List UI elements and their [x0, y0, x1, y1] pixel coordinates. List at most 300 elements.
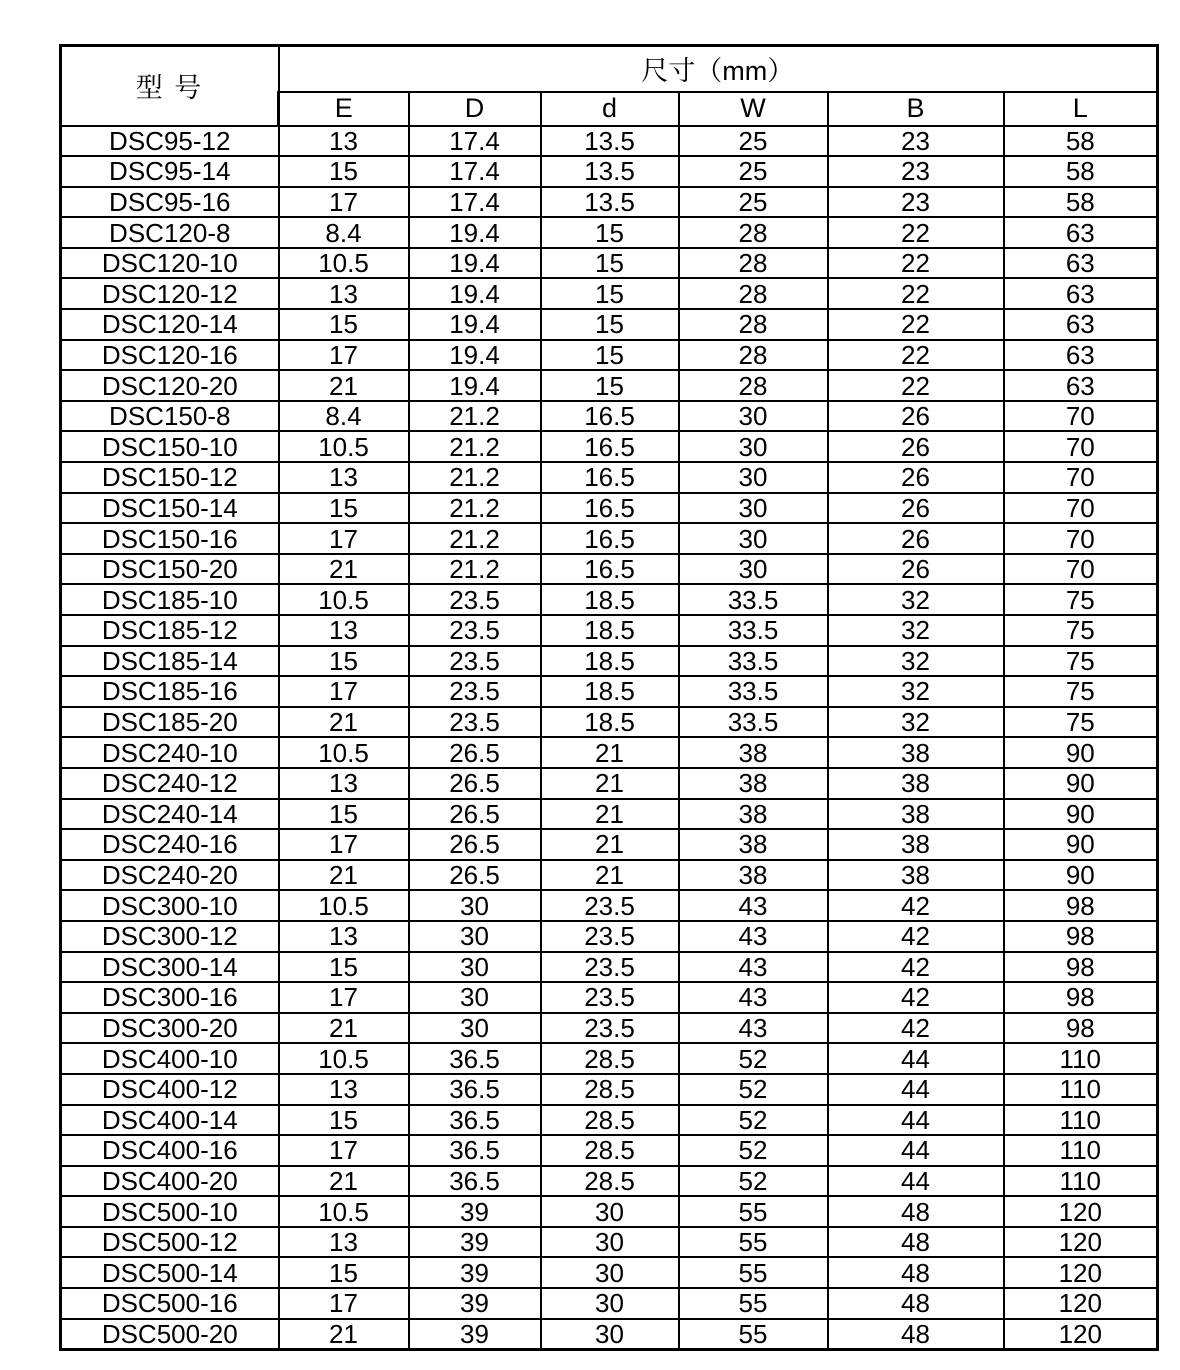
table-row	[61, 278, 1158, 309]
model-cell: DSC150-14	[61, 493, 279, 524]
value-cell: 22	[828, 217, 1004, 248]
value-cell: 15	[541, 370, 679, 401]
table-row	[61, 554, 1158, 585]
table-row	[61, 340, 1158, 371]
value-cell: 52	[679, 1105, 828, 1136]
model-cell: DSC500-10	[61, 1196, 279, 1227]
table-row	[61, 982, 1158, 1013]
model-cell: DSC400-14	[61, 1105, 279, 1136]
value-cell: 38	[828, 860, 1004, 891]
value-cell: 42	[828, 890, 1004, 921]
value-cell: 21	[541, 768, 679, 799]
value-cell: 33.5	[679, 676, 828, 707]
value-cell: 120	[1004, 1288, 1158, 1319]
value-cell: 19.4	[409, 370, 541, 401]
model-cell: DSC400-16	[61, 1135, 279, 1166]
column-header-B: B	[828, 92, 1004, 126]
value-cell: 21.2	[409, 554, 541, 585]
value-cell: 28	[679, 217, 828, 248]
table-row	[61, 493, 1158, 524]
value-cell: 23.5	[541, 952, 679, 983]
value-cell: 17	[279, 829, 409, 860]
value-cell: 33.5	[679, 707, 828, 738]
value-cell: 15	[541, 248, 679, 279]
table-row	[61, 126, 1158, 157]
value-cell: 16.5	[541, 493, 679, 524]
table-row	[61, 921, 1158, 952]
column-header-d: d	[541, 92, 679, 126]
table-row	[61, 737, 1158, 768]
value-cell: 110	[1004, 1043, 1158, 1074]
value-cell: 44	[828, 1135, 1004, 1166]
value-cell: 28.5	[541, 1105, 679, 1136]
model-cell: DSC120-16	[61, 340, 279, 371]
value-cell: 75	[1004, 707, 1158, 738]
value-cell: 58	[1004, 187, 1158, 218]
value-cell: 15	[279, 156, 409, 187]
table-row	[61, 1135, 1158, 1166]
value-cell: 23.5	[541, 921, 679, 952]
value-cell: 23	[828, 187, 1004, 218]
value-cell: 17	[279, 982, 409, 1013]
value-cell: 90	[1004, 860, 1158, 891]
value-cell: 110	[1004, 1074, 1158, 1105]
value-cell: 28.5	[541, 1135, 679, 1166]
value-cell: 38	[828, 737, 1004, 768]
value-cell: 39	[409, 1227, 541, 1258]
value-cell: 10.5	[279, 248, 409, 279]
value-cell: 39	[409, 1196, 541, 1227]
value-cell: 26	[828, 554, 1004, 585]
value-cell: 52	[679, 1166, 828, 1197]
model-cell: DSC185-16	[61, 676, 279, 707]
value-cell: 39	[409, 1257, 541, 1288]
model-cell: DSC400-20	[61, 1166, 279, 1197]
value-cell: 63	[1004, 278, 1158, 309]
value-cell: 25	[679, 156, 828, 187]
value-cell: 26	[828, 493, 1004, 524]
value-cell: 21	[279, 370, 409, 401]
value-cell: 30	[541, 1196, 679, 1227]
value-cell: 110	[1004, 1105, 1158, 1136]
model-column-header: 型 号	[61, 46, 279, 126]
value-cell: 32	[828, 646, 1004, 677]
value-cell: 17.4	[409, 156, 541, 187]
table-row	[61, 1166, 1158, 1197]
value-cell: 26	[828, 431, 1004, 462]
value-cell: 15	[279, 952, 409, 983]
value-cell: 30	[541, 1319, 679, 1350]
value-cell: 98	[1004, 952, 1158, 983]
value-cell: 26.5	[409, 768, 541, 799]
table-row	[61, 1105, 1158, 1136]
value-cell: 42	[828, 952, 1004, 983]
value-cell: 43	[679, 952, 828, 983]
value-cell: 23.5	[541, 1013, 679, 1044]
value-cell: 38	[679, 860, 828, 891]
value-cell: 17	[279, 676, 409, 707]
table-body	[61, 126, 1158, 1350]
table-row	[61, 431, 1158, 462]
value-cell: 21.2	[409, 462, 541, 493]
table-row	[61, 1257, 1158, 1288]
value-cell: 90	[1004, 737, 1158, 768]
value-cell: 30	[409, 952, 541, 983]
model-cell: DSC120-20	[61, 370, 279, 401]
value-cell: 63	[1004, 340, 1158, 371]
value-cell: 15	[279, 493, 409, 524]
column-header-W: W	[679, 92, 828, 126]
value-cell: 10.5	[279, 431, 409, 462]
value-cell: 17	[279, 187, 409, 218]
model-cell: DSC95-14	[61, 156, 279, 187]
value-cell: 18.5	[541, 584, 679, 615]
value-cell: 13.5	[541, 126, 679, 157]
table-row	[61, 1043, 1158, 1074]
value-cell: 48	[828, 1227, 1004, 1258]
value-cell: 8.4	[279, 217, 409, 248]
value-cell: 110	[1004, 1135, 1158, 1166]
table-row	[61, 768, 1158, 799]
value-cell: 38	[828, 768, 1004, 799]
dimensions-group-header: 尺寸（mm）	[279, 46, 1158, 92]
value-cell: 98	[1004, 890, 1158, 921]
value-cell: 38	[679, 829, 828, 860]
table-row	[61, 217, 1158, 248]
table-row	[61, 1319, 1158, 1350]
value-cell: 120	[1004, 1257, 1158, 1288]
value-cell: 39	[409, 1288, 541, 1319]
model-cell: DSC150-10	[61, 431, 279, 462]
value-cell: 13.5	[541, 156, 679, 187]
value-cell: 18.5	[541, 646, 679, 677]
value-cell: 23.5	[409, 646, 541, 677]
value-cell: 26.5	[409, 799, 541, 830]
value-cell: 30	[679, 493, 828, 524]
model-cell: DSC185-14	[61, 646, 279, 677]
column-header-E: E	[279, 92, 409, 126]
table-row	[61, 523, 1158, 554]
model-cell: DSC240-20	[61, 860, 279, 891]
value-cell: 26	[828, 462, 1004, 493]
value-cell: 75	[1004, 615, 1158, 646]
value-cell: 26.5	[409, 829, 541, 860]
table-row	[61, 707, 1158, 738]
value-cell: 17	[279, 523, 409, 554]
value-cell: 10.5	[279, 584, 409, 615]
model-cell: DSC150-16	[61, 523, 279, 554]
value-cell: 21.2	[409, 493, 541, 524]
model-cell: DSC500-20	[61, 1319, 279, 1350]
value-cell: 16.5	[541, 431, 679, 462]
value-cell: 23.5	[541, 890, 679, 921]
value-cell: 30	[409, 890, 541, 921]
value-cell: 22	[828, 370, 1004, 401]
value-cell: 48	[828, 1288, 1004, 1319]
value-cell: 70	[1004, 523, 1158, 554]
model-cell: DSC500-12	[61, 1227, 279, 1258]
value-cell: 13	[279, 768, 409, 799]
value-cell: 63	[1004, 217, 1158, 248]
value-cell: 32	[828, 584, 1004, 615]
value-cell: 55	[679, 1196, 828, 1227]
value-cell: 48	[828, 1257, 1004, 1288]
value-cell: 30	[541, 1227, 679, 1258]
value-cell: 22	[828, 340, 1004, 371]
value-cell: 26	[828, 523, 1004, 554]
value-cell: 28.5	[541, 1043, 679, 1074]
value-cell: 75	[1004, 646, 1158, 677]
value-cell: 15	[279, 1105, 409, 1136]
model-cell: DSC120-8	[61, 217, 279, 248]
value-cell: 30	[409, 1013, 541, 1044]
value-cell: 13	[279, 126, 409, 157]
value-cell: 21	[279, 860, 409, 891]
value-cell: 30	[409, 921, 541, 952]
value-cell: 13	[279, 278, 409, 309]
table-row	[61, 187, 1158, 218]
value-cell: 16.5	[541, 401, 679, 432]
value-cell: 13	[279, 921, 409, 952]
value-cell: 18.5	[541, 615, 679, 646]
value-cell: 23	[828, 126, 1004, 157]
value-cell: 21	[279, 554, 409, 585]
value-cell: 55	[679, 1227, 828, 1258]
value-cell: 52	[679, 1135, 828, 1166]
model-cell: DSC240-14	[61, 799, 279, 830]
table-row	[61, 1074, 1158, 1105]
value-cell: 90	[1004, 768, 1158, 799]
value-cell: 13	[279, 1227, 409, 1258]
value-cell: 39	[409, 1319, 541, 1350]
value-cell: 25	[679, 187, 828, 218]
model-cell: DSC185-12	[61, 615, 279, 646]
value-cell: 21	[279, 1166, 409, 1197]
value-cell: 22	[828, 248, 1004, 279]
model-cell: DSC240-10	[61, 737, 279, 768]
value-cell: 42	[828, 921, 1004, 952]
value-cell: 55	[679, 1319, 828, 1350]
value-cell: 38	[679, 768, 828, 799]
column-header-L: L	[1004, 92, 1158, 126]
table-row	[61, 860, 1158, 891]
value-cell: 36.5	[409, 1166, 541, 1197]
value-cell: 15	[541, 340, 679, 371]
value-cell: 43	[679, 1013, 828, 1044]
value-cell: 30	[679, 462, 828, 493]
table-row	[61, 1288, 1158, 1319]
value-cell: 21	[279, 1319, 409, 1350]
value-cell: 15	[279, 1257, 409, 1288]
value-cell: 21	[541, 829, 679, 860]
value-cell: 19.4	[409, 278, 541, 309]
value-cell: 25	[679, 126, 828, 157]
value-cell: 10.5	[279, 737, 409, 768]
model-cell: DSC185-20	[61, 707, 279, 738]
value-cell: 15	[279, 646, 409, 677]
model-cell: DSC120-10	[61, 248, 279, 279]
value-cell: 30	[409, 982, 541, 1013]
value-cell: 23.5	[409, 615, 541, 646]
value-cell: 36.5	[409, 1135, 541, 1166]
value-cell: 90	[1004, 829, 1158, 860]
value-cell: 17	[279, 1288, 409, 1319]
value-cell: 18.5	[541, 676, 679, 707]
value-cell: 19.4	[409, 309, 541, 340]
value-cell: 10.5	[279, 890, 409, 921]
model-cell: DSC95-16	[61, 187, 279, 218]
value-cell: 98	[1004, 921, 1158, 952]
model-cell: DSC150-20	[61, 554, 279, 585]
value-cell: 28	[679, 340, 828, 371]
value-cell: 55	[679, 1288, 828, 1319]
value-cell: 70	[1004, 462, 1158, 493]
model-cell: DSC500-16	[61, 1288, 279, 1319]
value-cell: 120	[1004, 1227, 1158, 1258]
value-cell: 30	[679, 431, 828, 462]
value-cell: 21	[279, 1013, 409, 1044]
column-header-D: D	[409, 92, 541, 126]
value-cell: 30	[679, 523, 828, 554]
value-cell: 13.5	[541, 187, 679, 218]
value-cell: 22	[828, 309, 1004, 340]
value-cell: 13	[279, 462, 409, 493]
table-header	[61, 46, 1158, 126]
value-cell: 19.4	[409, 217, 541, 248]
value-cell: 120	[1004, 1319, 1158, 1350]
value-cell: 58	[1004, 156, 1158, 187]
value-cell: 15	[541, 309, 679, 340]
value-cell: 16.5	[541, 462, 679, 493]
value-cell: 17	[279, 340, 409, 371]
value-cell: 63	[1004, 248, 1158, 279]
value-cell: 70	[1004, 554, 1158, 585]
value-cell: 21	[279, 707, 409, 738]
value-cell: 55	[679, 1257, 828, 1288]
value-cell: 32	[828, 615, 1004, 646]
table-row	[61, 799, 1158, 830]
value-cell: 63	[1004, 309, 1158, 340]
value-cell: 28	[679, 309, 828, 340]
value-cell: 16.5	[541, 554, 679, 585]
value-cell: 75	[1004, 584, 1158, 615]
table-row	[61, 156, 1158, 187]
value-cell: 30	[679, 554, 828, 585]
value-cell: 38	[828, 829, 1004, 860]
value-cell: 42	[828, 1013, 1004, 1044]
value-cell: 90	[1004, 799, 1158, 830]
table-row	[61, 1227, 1158, 1258]
value-cell: 44	[828, 1105, 1004, 1136]
model-cell: DSC300-20	[61, 1013, 279, 1044]
table-row	[61, 370, 1158, 401]
value-cell: 52	[679, 1074, 828, 1105]
model-cell: DSC400-12	[61, 1074, 279, 1105]
value-cell: 8.4	[279, 401, 409, 432]
value-cell: 28	[679, 370, 828, 401]
value-cell: 120	[1004, 1196, 1158, 1227]
value-cell: 98	[1004, 982, 1158, 1013]
table-row	[61, 401, 1158, 432]
value-cell: 70	[1004, 401, 1158, 432]
value-cell: 17	[279, 1135, 409, 1166]
value-cell: 15	[541, 278, 679, 309]
value-cell: 10.5	[279, 1043, 409, 1074]
value-cell: 36.5	[409, 1043, 541, 1074]
value-cell: 21	[541, 737, 679, 768]
model-cell: DSC240-12	[61, 768, 279, 799]
table-row	[61, 309, 1158, 340]
value-cell: 30	[541, 1288, 679, 1319]
value-cell: 26	[828, 401, 1004, 432]
model-cell: DSC300-14	[61, 952, 279, 983]
value-cell: 44	[828, 1166, 1004, 1197]
value-cell: 44	[828, 1043, 1004, 1074]
value-cell: 21.2	[409, 431, 541, 462]
value-cell: 33.5	[679, 646, 828, 677]
value-cell: 48	[828, 1319, 1004, 1350]
model-cell: DSC500-14	[61, 1257, 279, 1288]
value-cell: 13	[279, 615, 409, 646]
model-cell: DSC185-10	[61, 584, 279, 615]
value-cell: 22	[828, 278, 1004, 309]
model-cell: DSC120-12	[61, 278, 279, 309]
value-cell: 17.4	[409, 187, 541, 218]
value-cell: 28.5	[541, 1166, 679, 1197]
value-cell: 42	[828, 982, 1004, 1013]
value-cell: 43	[679, 890, 828, 921]
value-cell: 75	[1004, 676, 1158, 707]
value-cell: 98	[1004, 1013, 1158, 1044]
table-row	[61, 462, 1158, 493]
spec-table	[59, 44, 1159, 1351]
value-cell: 21.2	[409, 401, 541, 432]
model-cell: DSC300-10	[61, 890, 279, 921]
value-cell: 23.5	[409, 676, 541, 707]
value-cell: 28	[679, 278, 828, 309]
value-cell: 26.5	[409, 737, 541, 768]
table-row	[61, 1196, 1158, 1227]
model-cell: DSC300-16	[61, 982, 279, 1013]
table-row	[61, 584, 1158, 615]
value-cell: 38	[828, 799, 1004, 830]
model-cell: DSC95-12	[61, 126, 279, 157]
table-row	[61, 829, 1158, 860]
value-cell: 33.5	[679, 584, 828, 615]
value-cell: 32	[828, 676, 1004, 707]
value-cell: 21.2	[409, 523, 541, 554]
value-cell: 18.5	[541, 707, 679, 738]
model-cell: DSC240-16	[61, 829, 279, 860]
table-row	[61, 1013, 1158, 1044]
table-row	[61, 676, 1158, 707]
model-cell: DSC400-10	[61, 1043, 279, 1074]
value-cell: 33.5	[679, 615, 828, 646]
value-cell: 110	[1004, 1166, 1158, 1197]
table-row	[61, 890, 1158, 921]
table-row	[61, 248, 1158, 279]
value-cell: 23.5	[409, 584, 541, 615]
value-cell: 52	[679, 1043, 828, 1074]
value-cell: 15	[279, 799, 409, 830]
value-cell: 43	[679, 982, 828, 1013]
value-cell: 70	[1004, 493, 1158, 524]
table-row	[61, 615, 1158, 646]
value-cell: 23	[828, 156, 1004, 187]
model-cell: DSC150-12	[61, 462, 279, 493]
value-cell: 43	[679, 921, 828, 952]
value-cell: 28	[679, 248, 828, 279]
